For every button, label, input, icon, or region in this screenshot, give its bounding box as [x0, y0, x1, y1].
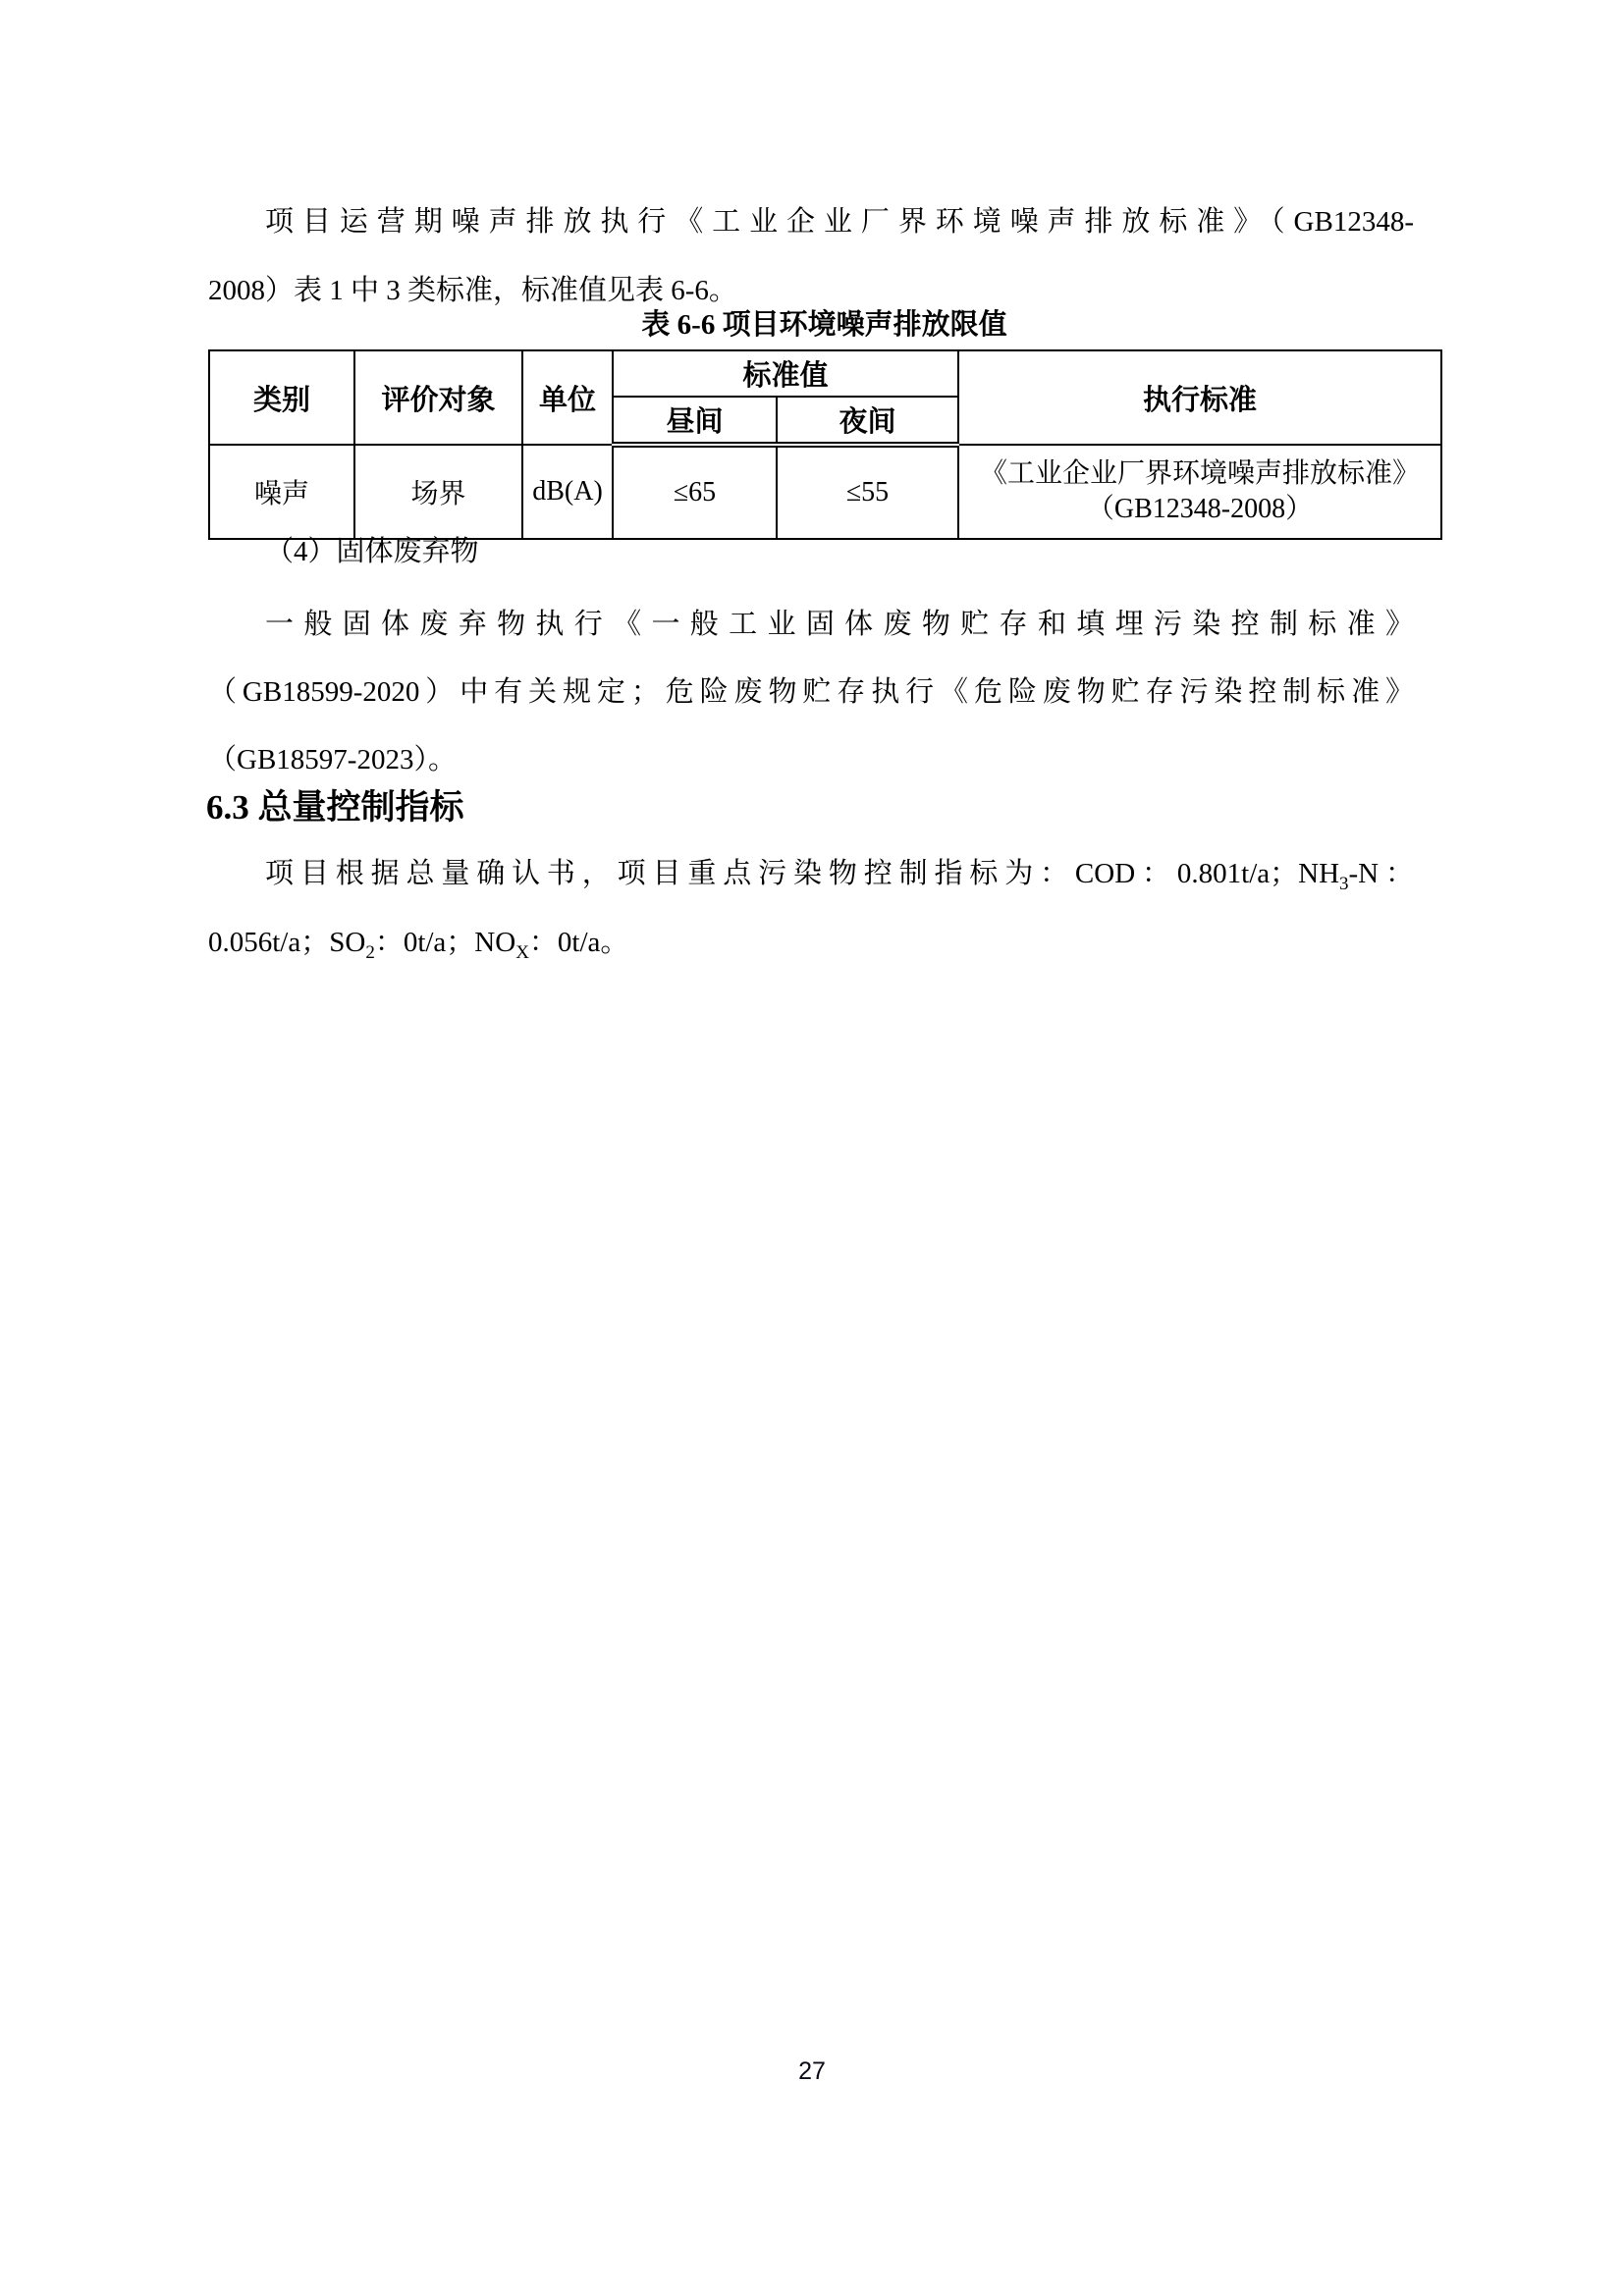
cell-evaluation-object: 场界 [354, 445, 522, 539]
para-solid-waste-line2: （GB18599-2020）中有关规定；危险废物贮存执行《危险废物贮存污染控制标准》 [208, 676, 1414, 708]
cell-unit: dB(A) [522, 445, 613, 539]
total-control-line1-text: 项目根据总量确认书，项目重点污染物控制指标为：COD：0.801t/a；NH [265, 858, 1340, 889]
total-control-line1-tail: -N： [1348, 858, 1414, 889]
nh3-subscript: 3 [1339, 873, 1349, 894]
para-total-control-line2 [208, 923, 1414, 973]
table-header-row-1 [209, 350, 1441, 397]
cell-nighttime-limit: ≤55 [777, 445, 958, 539]
so2-subscript: 2 [365, 941, 375, 963]
para-noise-operation-line1: 项目运营期噪声排放执行《工业企业厂界环境噪声排放标准》（GB12348- [265, 206, 1414, 238]
executed-standard-line2: （GB12348-2008） [1086, 494, 1314, 524]
noise-limit-table-wrapper [208, 349, 1442, 540]
cell-category: 噪声 [209, 445, 354, 539]
total-control-line2-seg1: 0.056t/a；SO [208, 927, 366, 958]
cell-daytime-limit: ≤65 [613, 445, 777, 539]
para-solid-waste-line1: 一般固体废弃物执行《一般工业固体废物贮存和填埋污染控制标准》 [265, 609, 1414, 640]
total-control-line2-seg3: ：0t/a。 [528, 927, 629, 958]
header-category: 类别 [209, 350, 354, 445]
para-total-control-line1 [208, 854, 1414, 904]
executed-standard-line1: 《工业企业厂界环境噪声排放标准》 [980, 458, 1421, 489]
para-solid-waste-line3: （GB18597-2023）。 [208, 744, 457, 775]
para-solid-waste-heading: （4）固体废弃物 [265, 536, 479, 567]
table-row-noise [209, 445, 1441, 539]
section-heading-6-3: 6.3 总量控制指标 [206, 788, 464, 827]
noise-emission-limit-table [208, 349, 1442, 540]
header-executed-standard: 执行标准 [958, 350, 1441, 445]
page-number: 27 [798, 2057, 826, 2085]
cell-executed-standard [958, 445, 1441, 539]
nox-subscript: X [515, 941, 529, 963]
table-6-6-title: 表 6-6 项目环境噪声排放限值 [641, 309, 1007, 341]
header-evaluation-object: 评价对象 [354, 350, 522, 445]
header-unit: 单位 [522, 350, 613, 445]
para-noise-operation-line2: 2008）表 1 中 3 类标准，标准值见表 6-6。 [208, 275, 737, 306]
header-standard-value: 标准值 [613, 350, 958, 397]
total-control-line2-seg2: ：0t/a；NO [374, 927, 516, 958]
header-daytime: 昼间 [613, 397, 777, 445]
header-nighttime: 夜间 [777, 397, 958, 445]
